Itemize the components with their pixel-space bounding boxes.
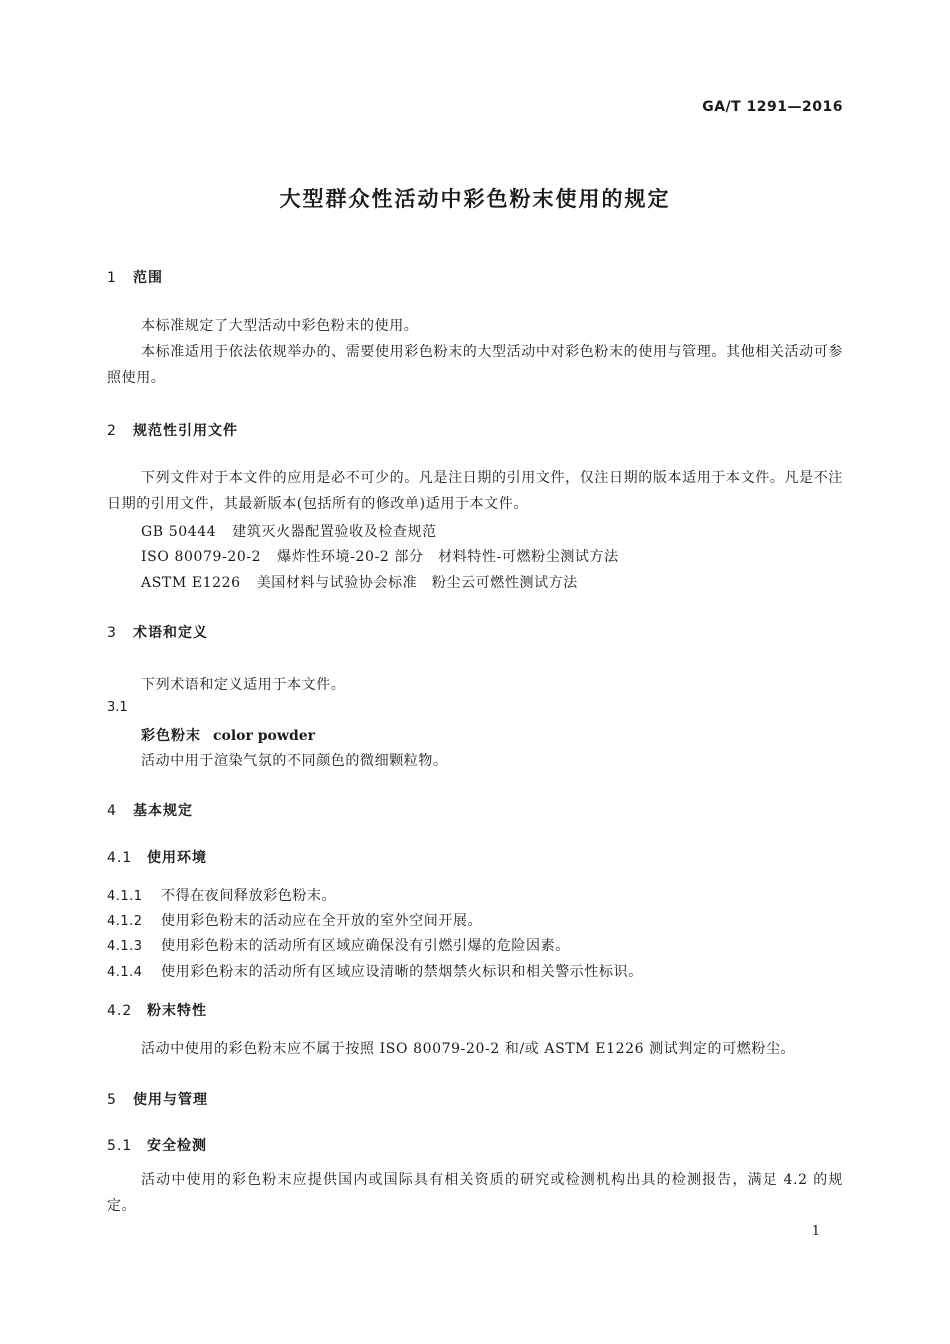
paragraph: 活动中使用的彩色粉末应提供国内或国际具有相关资质的研究或检测机构出具的检测报告，满足 4.2 的规定。 (107, 1172, 843, 1214)
section-5-heading (107, 1089, 208, 1109)
section-number: 4 (107, 803, 117, 819)
section-number: 2 (107, 423, 117, 439)
term-definition: 活动中用于渲染气氛的不同颜色的微细颗粒物。 (141, 753, 448, 769)
reference-item (141, 546, 619, 566)
clause-text: 使用彩色粉末的活动所有区域应确保没有引燃引爆的危险因素。 (161, 938, 570, 954)
section-number: 5 (107, 1092, 117, 1108)
reference-code: GB 50444 (141, 524, 217, 540)
subsection-5-1-heading (107, 1135, 207, 1155)
clause-number: 4.1.4 (107, 965, 143, 980)
page-number: 1 (811, 1224, 820, 1239)
section-title: 术语和定义 (133, 625, 208, 641)
clause-text: 使用彩色粉末的活动应在全开放的室外空间开展。 (161, 913, 483, 929)
subsection-number: 5.1 (107, 1138, 133, 1154)
reference-code: ASTM E1226 (141, 575, 241, 591)
subsection-title: 安全检测 (147, 1138, 207, 1154)
paragraph: 活动中使用的彩色粉末应不属于按照 ISO 80079-20-2 和/或 ASTM E1226 测试判定的可燃粉尘。 (141, 1041, 796, 1057)
section-title: 规范性引用文件 (133, 423, 238, 439)
section-title: 范围 (133, 270, 163, 286)
clause (107, 885, 336, 905)
section-number: 3 (107, 625, 117, 641)
section-title: 使用与管理 (133, 1092, 208, 1108)
clause-text: 不得在夜间释放彩色粉末。 (161, 888, 337, 904)
subsection-number: 4.2 (107, 1003, 133, 1019)
document-title: 大型群众性活动中彩色粉末使用的规定 (279, 187, 671, 211)
reference-item (141, 521, 437, 541)
clause (107, 961, 643, 981)
subsection-number: 4.1 (107, 850, 133, 866)
subsection-4-1-heading (107, 847, 207, 867)
term-entry (141, 725, 315, 745)
subsection-title: 使用环境 (147, 850, 207, 866)
section-1-heading (107, 267, 163, 287)
clause-text: 使用彩色粉末的活动所有区域应设清晰的禁烟禁火标识和相关警示性标识。 (161, 964, 643, 980)
section-3-heading (107, 622, 208, 642)
standard-code: GA/T 1291—2016 (702, 99, 843, 115)
clause-number: 4.1.2 (107, 914, 143, 929)
subsection-4-2-heading (107, 1000, 207, 1020)
clause (107, 935, 570, 955)
reference-item (141, 572, 578, 592)
section-2-heading (107, 420, 238, 440)
reference-title: 爆炸性环境-20-2 部分 材料特性-可燃粉尘测试方法 (277, 549, 619, 565)
reference-code: ISO 80079-20-2 (141, 549, 262, 565)
section-number: 1 (107, 270, 117, 286)
section-4-heading (107, 800, 193, 820)
section-title: 基本规定 (133, 803, 193, 819)
reference-title: 美国材料与试验协会标准 粉尘云可燃性测试方法 (256, 575, 578, 591)
paragraph: 下列文件对于本文件的应用是必不可少的。凡是注日期的引用文件，仅注日期的版本适用于本文件。凡是不注日期的引用文件，其最新版本(包括所有的修改单)适用于本文件。 (107, 470, 843, 512)
paragraph: 本标准规定了大型活动中彩色粉末的使用。 (141, 318, 419, 334)
clause (107, 910, 482, 930)
paragraph: 本标准适用于依法依规举办的、需要使用彩色粉末的大型活动中对彩色粉末的使用与管理。其他相关活动可参照使用。 (107, 344, 843, 386)
term-chinese: 彩色粉末 (141, 728, 201, 744)
clause-number: 4.1.3 (107, 939, 143, 954)
clause-number: 4.1.1 (107, 889, 143, 904)
paragraph: 下列术语和定义适用于本文件。 (141, 677, 346, 693)
term-english: color powder (213, 728, 316, 744)
reference-title: 建筑灭火器配置验收及检查规范 (232, 524, 437, 540)
term-number: 3.1 (107, 700, 128, 715)
subsection-title: 粉末特性 (147, 1003, 207, 1019)
